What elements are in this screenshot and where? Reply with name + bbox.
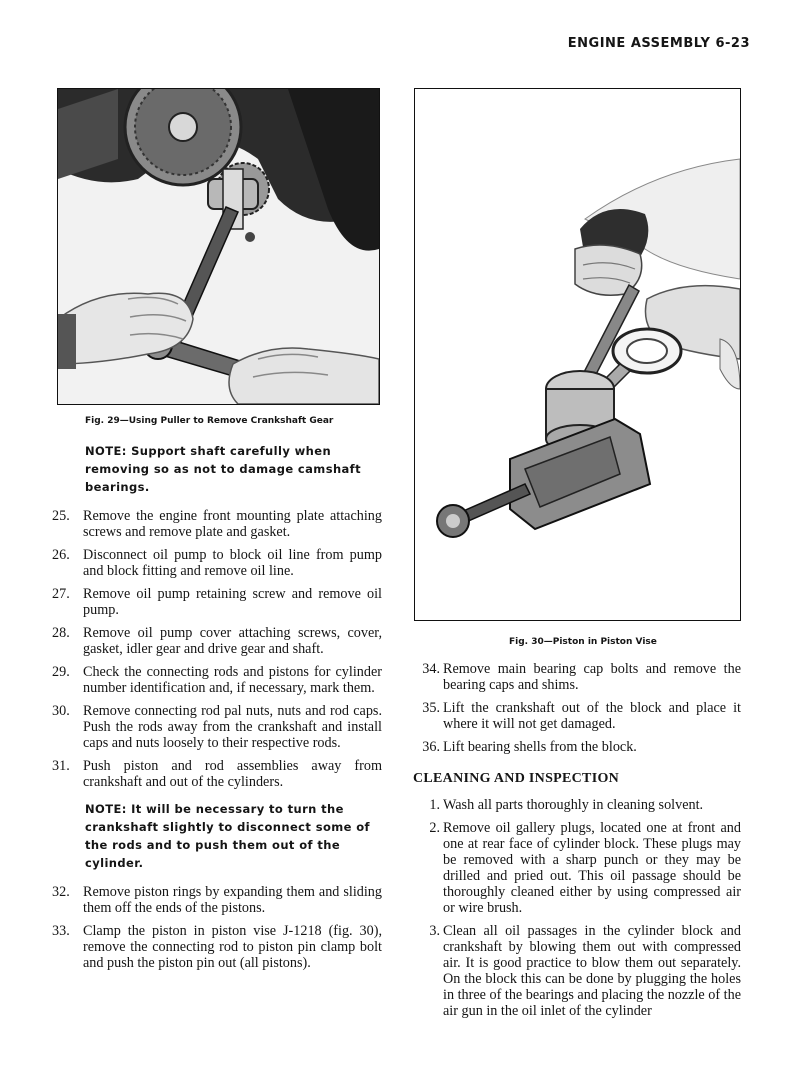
step-number: 3. (429, 923, 440, 939)
left-column (52, 442, 382, 978)
step-text: Remove main bearing cap bolts and remove the bearing caps and shims. (443, 661, 741, 693)
step-number: 29. (52, 664, 70, 680)
step-number: 28. (52, 625, 70, 641)
step-item (52, 758, 382, 790)
step-number: 1. (429, 797, 440, 813)
step-list-a (52, 508, 382, 790)
step-number: 27. (52, 586, 70, 602)
step-number: 2. (429, 820, 440, 836)
step-number: 30. (52, 703, 70, 719)
fig29-caption: Fig. 29—Using Puller to Remove Crankshaft Gear (85, 416, 334, 426)
piston-vise-illustration (415, 89, 740, 620)
step-number: 32. (52, 884, 70, 900)
step-item (413, 820, 741, 916)
step-item (52, 625, 382, 657)
step-item (52, 586, 382, 618)
step-text: Push piston and rod assemblies away from crankshaft and out of the cylinders. (83, 758, 382, 790)
step-item (52, 664, 382, 696)
step-text: Remove oil gallery plugs, located one at front and one at rear face of cylinder block. These plugs may be removed with a sharp punch or they may be drilled and pried out. This oil passage should be thoroughly cleaned either by using compressed air or wire brush. (443, 820, 741, 916)
step-text: Remove the engine front mounting plate attaching screws and remove plate and gasket. (83, 508, 382, 540)
step-text: Remove oil pump cover attaching screws, cover, gasket, idler gear and drive gear and shaft. (83, 625, 382, 657)
step-text: Clean all oil passages in the cylinder block and crankshaft by blowing them out with compressed air. It is good practice to blow them out separately. On the block this can be done by plugging the holes in three of the bearings and placing the nozzle of the air gun in the oil inlet of the cylinder (443, 923, 741, 1019)
step-text: Disconnect oil pump to block oil line from pump and block fitting and remove oil line. (83, 547, 382, 579)
step-text: Wash all parts thoroughly in cleaning solvent. (443, 797, 704, 813)
right-column (413, 661, 741, 1026)
page-header: ENGINE ASSEMBLY 6-23 (567, 36, 750, 51)
step-item (413, 923, 741, 1019)
step-number: 36. (422, 739, 440, 755)
step-item (52, 508, 382, 540)
fig30-photo (414, 88, 741, 621)
note-support-shaft: NOTE: Support shaft carefully when removing so as not to damage camshaft bearings. (85, 444, 361, 494)
step-number: 31. (52, 758, 70, 774)
fig30-caption: Fig. 30—Piston in Piston Vise (509, 637, 657, 647)
step-number: 34. (422, 661, 440, 677)
step-text: Clamp the piston in piston vise J-1218 (fig. 30), remove the connecting rod to piston pin clamp bolt and push the piston pin out (all pistons). (83, 923, 382, 971)
step-item (413, 739, 741, 755)
step-text: Remove oil pump retaining screw and remove oil pump. (83, 586, 382, 618)
step-text: Remove connecting rod pal nuts, nuts and rod caps. Push the rods away from the crankshaft and install caps and nuts loosely to their respective rods. (83, 703, 382, 751)
step-item (413, 797, 741, 813)
step-item (52, 884, 382, 916)
step-list-c (413, 661, 741, 755)
step-list-b (52, 884, 382, 971)
step-item (413, 700, 741, 732)
fig29-photo (57, 88, 380, 405)
step-item (413, 661, 741, 693)
cleaning-step-list (413, 797, 741, 1019)
step-item (52, 923, 382, 971)
section-heading-cleaning: CLEANING AND INSPECTION (413, 771, 620, 786)
step-number: 35. (422, 700, 440, 716)
crankshaft-gear-puller-illustration (58, 89, 379, 404)
step-text: Lift the crankshaft out of the block and place it where it will not get damaged. (443, 700, 741, 732)
step-text: Check the connecting rods and pistons for cylinder number identification and, if necessary, mark them. (83, 664, 382, 696)
step-number: 33. (52, 923, 70, 939)
note-turn-crankshaft: NOTE: It will be necessary to turn the crankshaft slightly to disconnect some of the rods and to push them out of the cylinder. (85, 802, 370, 870)
step-number: 25. (52, 508, 70, 524)
step-item (52, 703, 382, 751)
step-number: 26. (52, 547, 70, 563)
step-text: Remove piston rings by expanding them and sliding them off the ends of the pistons. (83, 884, 382, 916)
step-text: Lift bearing shells from the block. (443, 739, 637, 755)
step-item (52, 547, 382, 579)
